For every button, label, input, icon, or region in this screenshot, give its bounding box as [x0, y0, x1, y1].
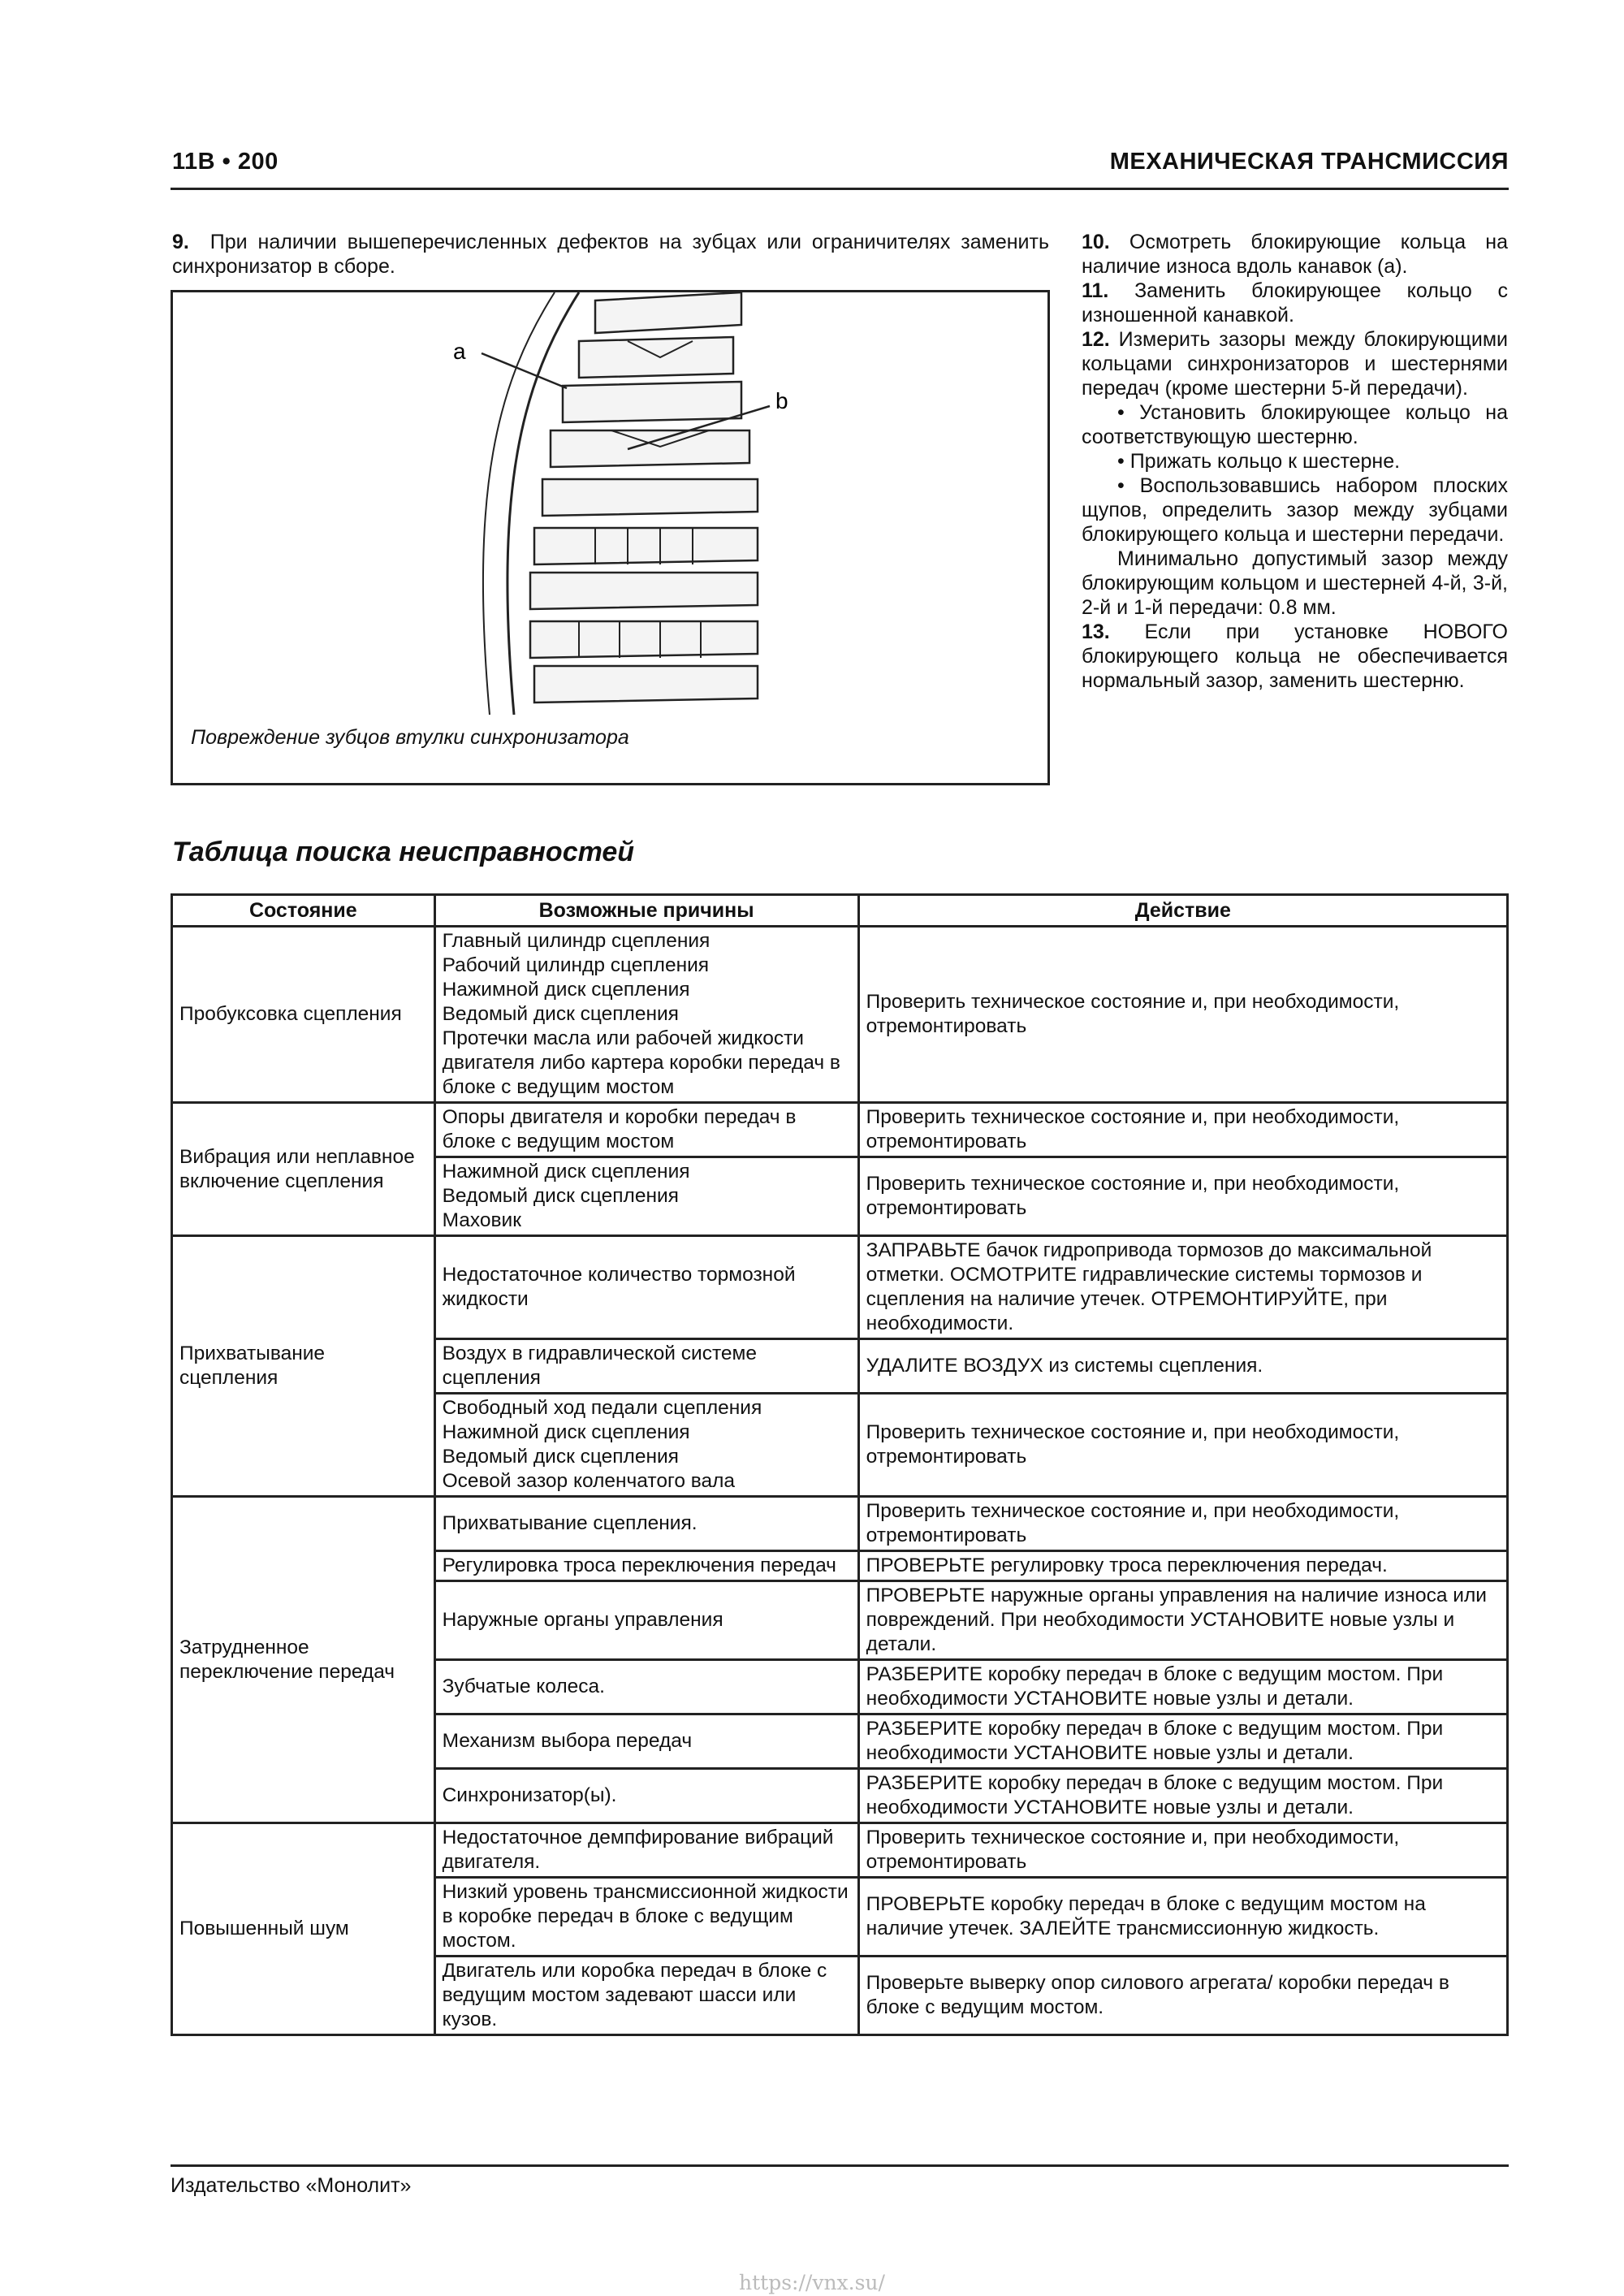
section-header: МЕХАНИЧЕСКАЯ ТРАНСМИССИЯ: [1109, 149, 1509, 175]
right-column: [1082, 230, 1508, 693]
causes-cell: [434, 1394, 858, 1497]
step-11-number: 11.: [1082, 279, 1109, 302]
cause-line: Нажимной диск сцепления: [442, 979, 690, 1001]
header-action: Действие: [858, 895, 1507, 927]
causes-cell: Воздух в гидравлической системе сцепления: [434, 1339, 858, 1394]
watermark-url[interactable]: https://vnx.su/: [739, 2271, 885, 2294]
step-9-text: При наличии вышеперечисленных дефектов на зубцах или ограничителях заменить синхронизатор в сборе.: [172, 231, 1049, 278]
header-condition: Состояние: [172, 895, 435, 927]
step-10-text: Осмотреть блокирующие кольца на наличие износа вдоль канавок (а).: [1082, 231, 1508, 278]
condition-cell: Вибрация или неплавное включение сцепления: [172, 1103, 435, 1236]
causes-cell: Недостаточное демпфирование вибраций двигателя.: [434, 1823, 858, 1878]
action-cell: Проверить техническое состояние и, при необходимости, отремонтировать: [858, 927, 1507, 1103]
table-row: [172, 1497, 1508, 1551]
condition-cell: Прихватывание сцепления: [172, 1236, 435, 1497]
action-cell: Проверить техническое состояние и, при необходимости, отремонтировать: [858, 1823, 1507, 1878]
action-cell: Проверить техническое состояние и, при необходимости, отремонтировать: [858, 1157, 1507, 1236]
step-11: [1082, 279, 1508, 327]
action-cell: РАЗБЕРИТЕ коробку передач в блоке с ведущим мостом. При необходимости УСТАНОВИТЕ новые узлы и детали.: [858, 1714, 1507, 1769]
figure-caption: Повреждение зубцов втулки синхронизатора: [191, 726, 629, 749]
bullet-2-text: Прижать кольцо к шестерне.: [1129, 450, 1401, 473]
causes-cell: Наружные органы управления: [434, 1581, 858, 1660]
causes-cell: Низкий уровень трансмиссионной жидкости в коробке передач в блоке с ведущим мостом.: [434, 1878, 858, 1957]
cause-line: Протечки масла или рабочей жидкости двигателя либо картера коробки передач в блоке с ведущим мостом: [442, 1027, 840, 1098]
causes-cell: Механизм выбора передач: [434, 1714, 858, 1769]
cause-line: Ведомый диск сцепления: [442, 1003, 679, 1025]
cause-line: Ведомый диск сцепления: [442, 1185, 679, 1207]
bullet-3: • Воспользовавшись набором плоских щупов, определить зазор между зубцами блокирующего кольца и шестерни передачи.: [1082, 474, 1508, 546]
bullet-1-text: Установить блокирующее кольцо на соответствующую шестерню.: [1082, 401, 1508, 448]
causes-cell: Прихватывание сцепления.: [434, 1497, 858, 1551]
step-11-text: Заменить блокирующее кольцо с изношенной канавкой.: [1082, 279, 1508, 326]
action-cell: ПРОВЕРЬТЕ регулировку троса переключения передач.: [858, 1551, 1507, 1581]
bullet-1: • Установить блокирующее кольцо на соответствующую шестерню.: [1082, 401, 1508, 448]
action-cell: ПРОВЕРЬТЕ коробку передач в блоке с ведущим мостом на наличие утечек. ЗАЛЕЙТЕ трансмиссионную жидкость.: [858, 1878, 1507, 1957]
cause-line: Свободный ход педали сцепления: [442, 1397, 762, 1419]
condition-cell: Повышенный шум: [172, 1823, 435, 2035]
action-cell: ПРОВЕРЬТЕ наружные органы управления на наличие износа или повреждений. При необходимости УСТАНОВИТЕ новые узлы и детали.: [858, 1581, 1507, 1660]
causes-cell: Двигатель или коробка передач в блоке с ведущим мостом задевают шасси или кузов.: [434, 1957, 858, 2035]
condition-cell: Пробуксовка сцепления: [172, 927, 435, 1103]
action-cell: Проверить техническое состояние и, при необходимости, отремонтировать: [858, 1394, 1507, 1497]
action-cell: РАЗБЕРИТЕ коробку передач в блоке с ведущим мостом. При необходимости УСТАНОВИТЕ новые узлы и детали.: [858, 1769, 1507, 1823]
header-causes: Возможные причины: [434, 895, 858, 927]
step-9-number: 9.: [172, 231, 189, 253]
figure-synchronizer: [171, 290, 1050, 785]
action-cell: РАЗБЕРИТЕ коробку передач в блоке с ведущим мостом. При необходимости УСТАНОВИТЕ новые узлы и детали.: [858, 1660, 1507, 1714]
step-13-number: 13.: [1082, 620, 1110, 643]
action-cell: Проверить техническое состояние и, при необходимости, отремонтировать: [858, 1103, 1507, 1157]
label-b: b: [775, 388, 788, 413]
action-cell: Проверить техническое состояние и, при необходимости, отремонтировать: [858, 1497, 1507, 1551]
page-number: 11В • 200: [172, 149, 279, 175]
causes-cell: [434, 1157, 858, 1236]
step-12-text: Измерить зазоры между блокирующими кольцами синхронизаторов и шестернями передач (кроме шестерни 5-й передачи).: [1082, 328, 1508, 400]
step-13: [1082, 620, 1508, 693]
causes-cell: Недостаточное количество тормозной жидкости: [434, 1236, 858, 1339]
fault-table: [171, 893, 1509, 2036]
causes-cell: Опоры двигателя и коробки передач в блоке с ведущим мостом: [434, 1103, 858, 1157]
label-a: a: [453, 339, 466, 364]
header-divider: [171, 188, 1509, 190]
step-13-text: Если при установке НОВОГО блокирующего кольца не обеспечивается нормальный зазор, заменить шестерню.: [1082, 620, 1508, 692]
cause-line: Маховик: [442, 1209, 521, 1231]
bullet-3-text: Воспользовавшись набором плоских щупов, определить зазор между зубцами блокирующего кольца и шестерни передачи.: [1082, 474, 1508, 546]
cause-line: Главный цилиндр сцепления: [442, 930, 710, 952]
action-cell: Проверьте выверку опор силового агрегата/ коробки передач в блоке с ведущим мостом.: [858, 1957, 1507, 2035]
min-gap-note: Минимально допустимый зазор между блокирующим кольцом и шестерней 4-й, 3-й, 2-й и 1-й передачи: 0.8 мм.: [1082, 547, 1508, 619]
table-row: [172, 1103, 1508, 1157]
table-header-row: [172, 895, 1508, 927]
step-9: [172, 230, 1049, 279]
step-10-number: 10.: [1082, 231, 1110, 253]
cause-line: Ведомый диск сцепления: [442, 1446, 679, 1468]
table-title: Таблица поиска неисправностей: [172, 837, 635, 867]
step-12: [1082, 327, 1508, 400]
causes-cell: Регулировка троса переключения передач: [434, 1551, 858, 1581]
publisher: Издательство «Монолит»: [171, 2174, 412, 2197]
cause-line: Нажимной диск сцепления: [442, 1421, 690, 1443]
table-row: [172, 927, 1508, 1103]
condition-cell: Затрудненное переключение передач: [172, 1497, 435, 1823]
cause-line: Нажимной диск сцепления: [442, 1161, 690, 1183]
synchronizer-illustration: [173, 292, 1047, 715]
causes-cell: Синхронизатор(ы).: [434, 1769, 858, 1823]
bullet-2: • Прижать кольцо к шестерне.: [1117, 450, 1401, 473]
step-12-number: 12.: [1082, 328, 1110, 351]
step-10: [1082, 230, 1508, 279]
footer-divider: [171, 2164, 1509, 2167]
causes-cell: Зубчатые колеса.: [434, 1660, 858, 1714]
cause-line: Рабочий цилиндр сцепления: [442, 954, 710, 976]
action-cell: ЗАПРАВЬТЕ бачок гидропривода тормозов до максимальной отметки. ОСМОТРИТЕ гидравлические системы тормозов и сцепления на наличие утечек. ОТРЕМОНТИРУЙТЕ, при необходимости.: [858, 1236, 1507, 1339]
table-row: [172, 1823, 1508, 1878]
table-row: [172, 1236, 1508, 1339]
cause-line: Осевой зазор коленчатого вала: [442, 1470, 736, 1492]
action-cell: УДАЛИТЕ ВОЗДУХ из системы сцепления.: [858, 1339, 1507, 1394]
causes-cell: [434, 927, 858, 1103]
